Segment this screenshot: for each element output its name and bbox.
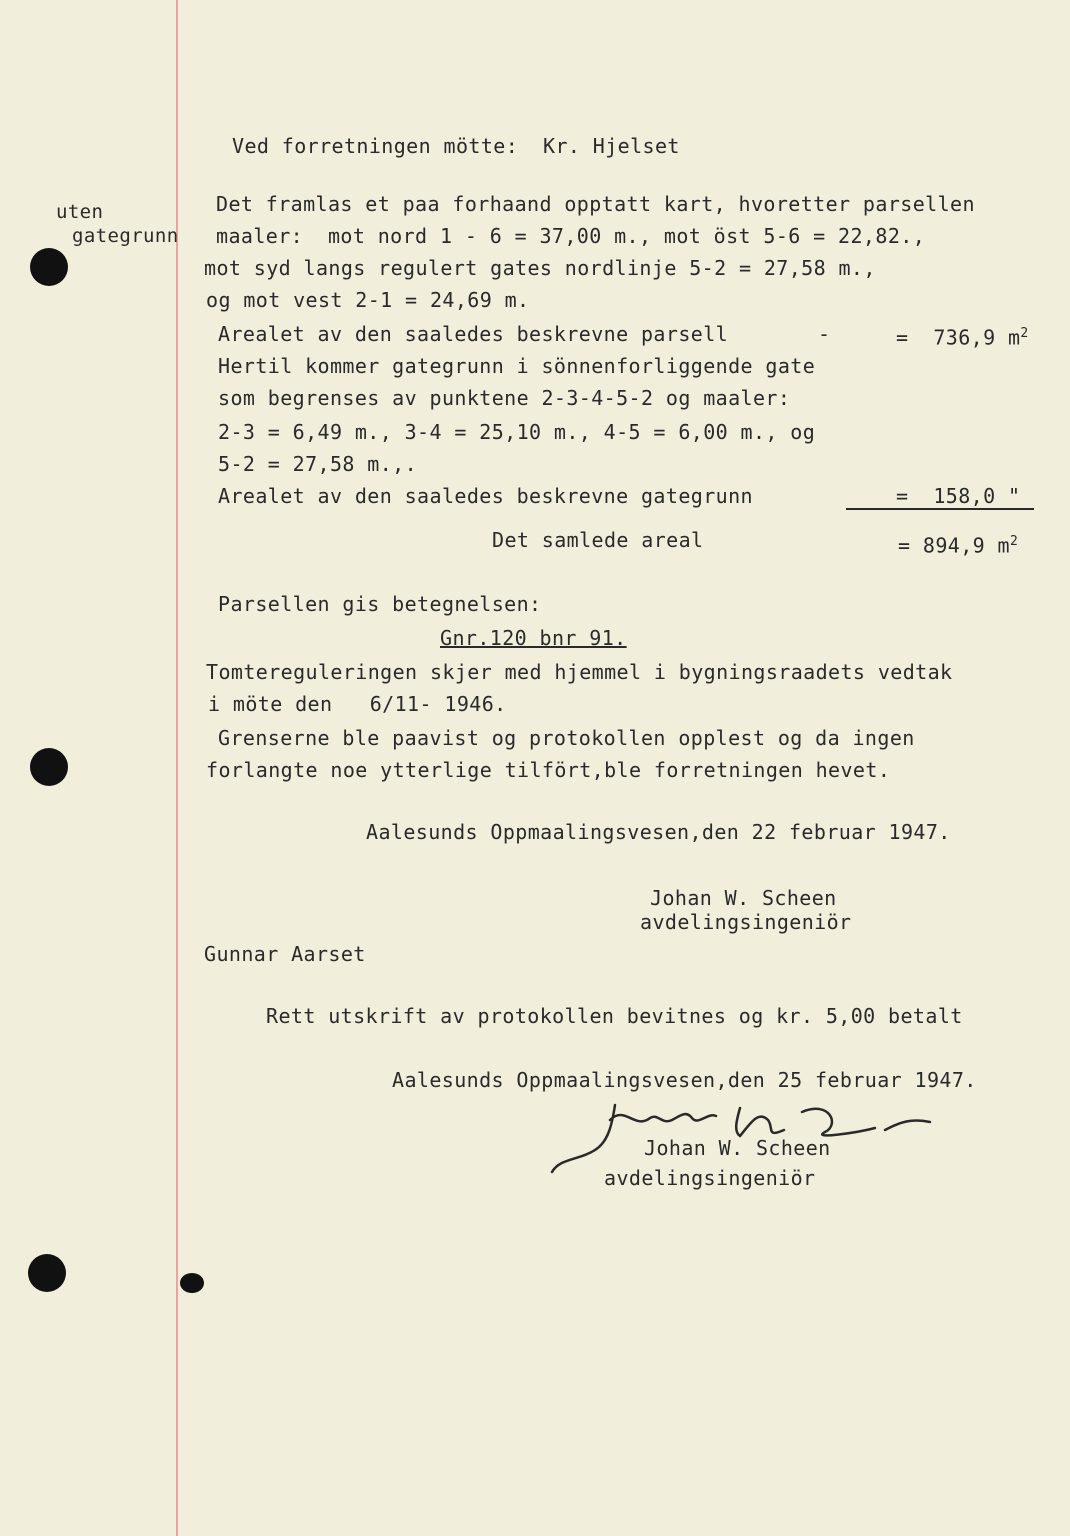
total-label: Det samlede areal bbox=[492, 528, 704, 552]
certification: Rett utskrift av protokollen bevitnes og kr. 5,00 betalt bbox=[266, 1004, 963, 1028]
signer-2-name: Johan W. Scheen bbox=[644, 1136, 831, 1160]
designation-intro: Parsellen gis betegnelsen: bbox=[218, 592, 542, 616]
area-street-value: = 158,0 " bbox=[896, 484, 1021, 508]
closing-line-1: Tomtereguleringen skjer med hjemmel i bygningsraadets vedtak bbox=[206, 660, 953, 684]
handwritten-signature bbox=[540, 1080, 940, 1180]
punch-hole-middle bbox=[30, 748, 68, 786]
body-line-4: og mot vest 2-1 = 24,69 m. bbox=[206, 288, 530, 312]
heading: Ved forretningen mötte: Kr. Hjelset bbox=[232, 134, 680, 158]
margin-note-line-1: uten bbox=[56, 201, 104, 223]
street-line-4: 5-2 = 27,58 m.,. bbox=[218, 452, 418, 476]
place-date-1: Aalesunds Oppmaalingsvesen,den 22 februar 1947. bbox=[366, 820, 951, 844]
street-line-1: Hertil kommer gategrunn i sönnenforliggende gate bbox=[218, 354, 816, 378]
margin-note-line-2: gategrunn bbox=[72, 225, 179, 247]
total-value: = 894,9 $m^2$ bbox=[898, 533, 1019, 558]
punch-hole-top bbox=[30, 248, 68, 286]
body-line-3: mot syd langs regulert gates nordlinje 5-2 = 27,58 m., bbox=[204, 256, 876, 280]
area-parcel-label: Arealet av den saaledes beskrevne parsell bbox=[218, 322, 729, 346]
closing-line-2: i möte den 6/11- 1946. bbox=[208, 692, 507, 716]
place-date-2: Aalesunds Oppmaalingsvesen,den 25 februar 1947. bbox=[392, 1068, 977, 1092]
ink-blot bbox=[180, 1273, 204, 1293]
witness-name: Gunnar Aarset bbox=[204, 942, 366, 966]
body-line-1: Det framlas et paa forhaand opptatt kart, hvoretter parsellen bbox=[216, 192, 975, 216]
signer-2-title: avdelingsingeniör bbox=[604, 1166, 816, 1190]
area-parcel-dash: - bbox=[818, 322, 831, 346]
designation: Gnr.120 bnr 91. bbox=[440, 626, 627, 650]
punch-hole-bottom bbox=[28, 1254, 66, 1292]
body-line-2: maaler: mot nord 1 - 6 = 37,00 m., mot öst 5-6 = 22,82., bbox=[216, 224, 926, 248]
street-line-2: som begrenses av punktene 2-3-4-5-2 og maaler: bbox=[218, 386, 791, 410]
sum-rule bbox=[846, 508, 1034, 510]
area-parcel-value: = 736,9 $m^2$ bbox=[896, 325, 1029, 350]
area-street-label: Arealet av den saaledes beskrevne gategrunn bbox=[218, 484, 753, 508]
closing-line-4: forlangte noe ytterlige tilfört,ble forretningen hevet. bbox=[206, 758, 891, 782]
closing-line-3: Grenserne ble paavist og protokollen opplest og da ingen bbox=[218, 726, 915, 750]
street-line-3: 2-3 = 6,49 m., 3-4 = 25,10 m., 4-5 = 6,00 m., og bbox=[218, 420, 816, 444]
signer-1-name: Johan W. Scheen bbox=[650, 886, 837, 910]
signer-1-title: avdelingsingeniör bbox=[640, 910, 852, 934]
